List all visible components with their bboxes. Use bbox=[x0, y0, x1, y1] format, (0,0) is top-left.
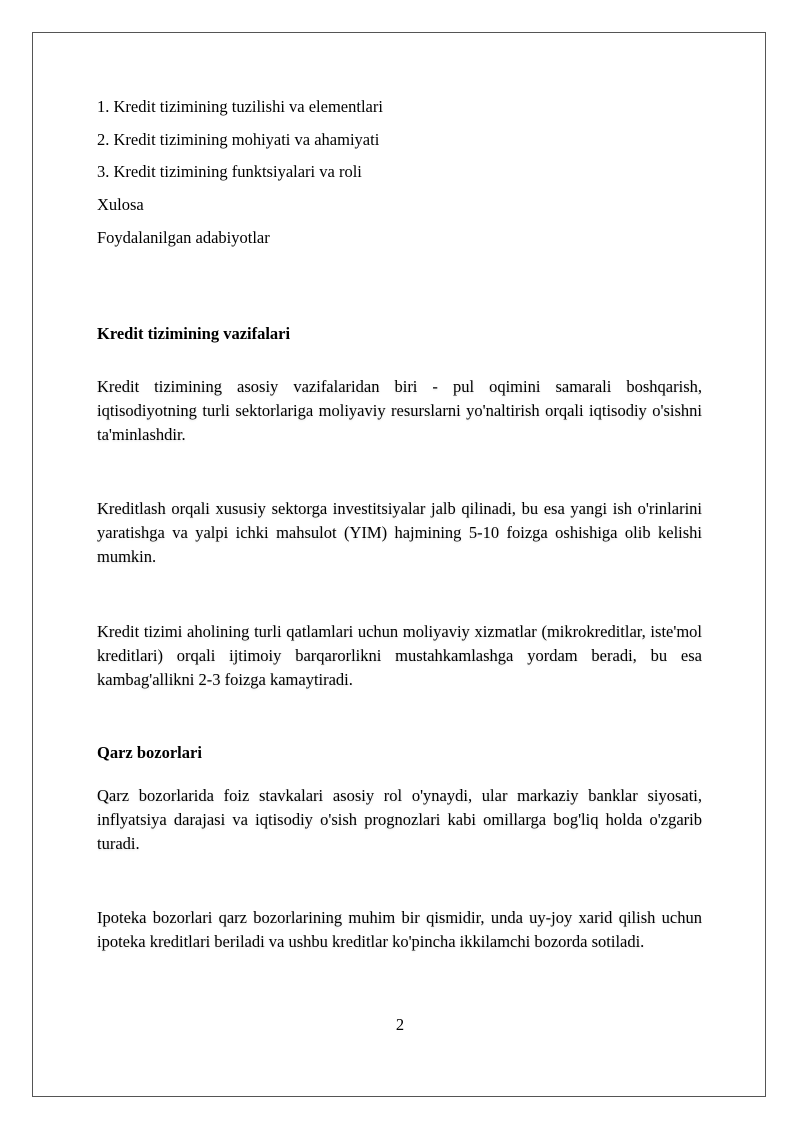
toc-item-1: 1. Kredit tizimining tuzilishi va elementlari bbox=[97, 97, 383, 116]
toc-item-references: Foydalanilgan adabiyotlar bbox=[97, 228, 270, 247]
paragraph-3: Kredit tizimi aholining turli qatlamlari uchun moliyaviy xizmatlar (mikrokreditlar, iste'mol kreditlari) orqali ijtimoiy barqarorlikni mustahkamlashga yordam beradi, bu esa kambag'allikni 2-3 foizga kamaytiradi. bbox=[97, 622, 702, 689]
toc-item-conclusion: Xulosa bbox=[97, 195, 144, 214]
toc-item-2: 2. Kredit tizimining mohiyati va ahamiyati bbox=[97, 130, 380, 149]
paragraph-5: Ipoteka bozorlari qarz bozorlarining muhim bir qismidir, unda uy-joy xarid qilish uchun ipoteka kreditlari beriladi va ushbu kreditlar ko'pincha ikkilamchi bozorda sotiladi. bbox=[97, 908, 702, 951]
section-heading-debt-markets: Qarz bozorlari bbox=[97, 743, 202, 762]
paragraph-1: Kredit tizimining asosiy vazifalaridan biri - pul oqimini samarali boshqarish, iqtisodiyotning turli sektorlariga moliyaviy resurslarni yo'naltirish orqali iqtisodiy o'sishni ta'minlashdir. bbox=[97, 377, 702, 444]
page-number: 2 bbox=[395, 1015, 405, 1034]
section-heading-credit-functions: Kredit tizimining vazifalari bbox=[97, 324, 291, 343]
toc-item-3: 3. Kredit tizimining funktsiyalari va roli bbox=[97, 162, 362, 181]
paragraph-2: Kreditlash orqali xususiy sektorga investitsiyalar jalb qilinadi, bu esa yangi ish o'rinlarini yaratishga va yalpi ichki mahsulot (YIM) hajmining 5-10 foizga oshishiga olib kelishi mumkin. bbox=[97, 499, 702, 566]
paragraph-4: Qarz bozorlarida foiz stavkalari asosiy rol o'ynaydi, ular markaziy banklar siyosati, inflyatsiya darajasi va iqtisodiy o'sish prognozlari kabi omillarga bog'liq holda o'zgarib turadi. bbox=[97, 786, 702, 853]
